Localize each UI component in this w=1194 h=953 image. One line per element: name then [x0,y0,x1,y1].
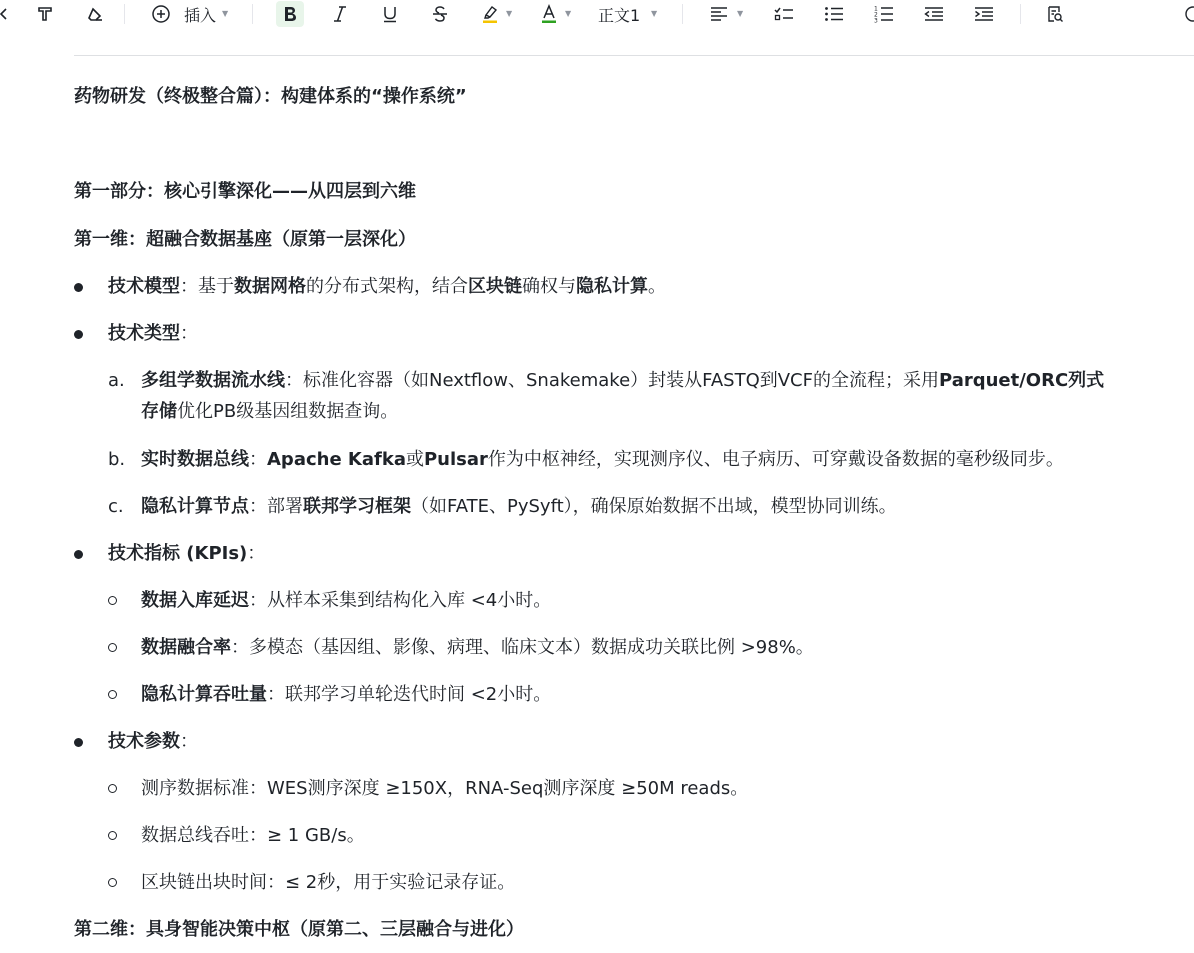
bullet-icon [74,550,83,559]
svg-text:1: 1 [874,5,878,13]
sub-bullet-icon [108,831,117,840]
ordered-marker-b: b. [108,449,126,470]
paragraph-style-select[interactable]: 正文1 [598,6,641,25]
sub-bullet-icon [108,878,117,887]
sub-bullet-icon [108,690,117,699]
list-item-kpi-2: 数据融合率：多模态（基因组、影像、病理、临床文本）数据成功关联比例 >98%。 [141,637,814,658]
list-item-param-1: 测序数据标准：WES测序深度 ≥150X，RNA-Seq测序深度 ≥50M reads。 [141,778,749,799]
dim1-heading: 第一维：超融合数据基座（原第一层深化） [74,229,416,250]
font-color-chevron-down-icon[interactable]: ▼ [565,9,572,18]
list-item-type-a: 多组学数据流水线：标准化容器（如Nextflow、Snakemake）封装从FASTQ到VCF的全流程；采用Parquet/ORC列式 [141,370,1105,391]
list-item-kpi-3: 隐私计算吞吐量：联邦学习单轮迭代时间 <2小时。 [141,684,552,705]
insert-menu-label[interactable]: 插入 [184,6,217,25]
sub-bullet-icon [108,784,117,793]
list-item-kpi-1: 数据入库延迟：从样本采集到结构化入库 <4小时。 [141,590,552,611]
list-item-param-2: 数据总线吞吐：≥ 1 GB/s。 [141,825,365,846]
list-item-param-3: 区块链出块时间：≤ 2秒，用于实验记录存证。 [141,872,516,893]
list-item-type-a-cont: 存储优化PB级基因组数据查询。 [141,401,399,422]
align-chevron-down-icon[interactable]: ▼ [737,9,744,18]
list-item-kpis: 技术指标 (KPIs)： [108,543,266,564]
list-item-tech-type: 技术类型： [108,323,198,344]
document-title: 药物研发（终极整合篇）：构建体系的“操作系统” [74,86,467,107]
svg-text:3: 3 [874,17,878,23]
sub-bullet-icon [108,596,117,605]
bullet-icon [74,283,83,292]
sub-bullet-icon [108,643,117,652]
highlight-chevron-down-icon[interactable]: ▼ [506,9,513,18]
list-item-params: 技术参数： [108,731,198,752]
svg-text:2: 2 [874,11,878,19]
dim2-heading: 第二维：具身智能决策中枢（原第二、三层融合与进化） [74,919,524,940]
list-item-type-b: 实时数据总线：Apache Kafka或Pulsar作为中枢神经，实现测序仪、电子病历、可穿戴设备数据的毫秒级同步。 [141,449,1064,470]
ordered-marker-a: a. [108,370,125,391]
bullet-icon [74,738,83,747]
insert-chevron-down-icon[interactable]: ▼ [222,9,229,18]
bullet-icon [74,330,83,339]
paragraph-style-chevron-down-icon[interactable]: ▼ [651,9,658,18]
list-item-tech-model: 技术模型：基于数据网格的分布式架构，结合区块链确权与隐私计算。 [108,276,666,297]
list-item-type-c: 隐私计算节点：部署联邦学习框架（如FATE、PySyft），确保原始数据不出域，模型协同训练。 [141,496,897,517]
part1-heading: 第一部分：核心引擎深化——从四层到六维 [74,181,416,202]
ordered-marker-c: c. [108,496,124,517]
